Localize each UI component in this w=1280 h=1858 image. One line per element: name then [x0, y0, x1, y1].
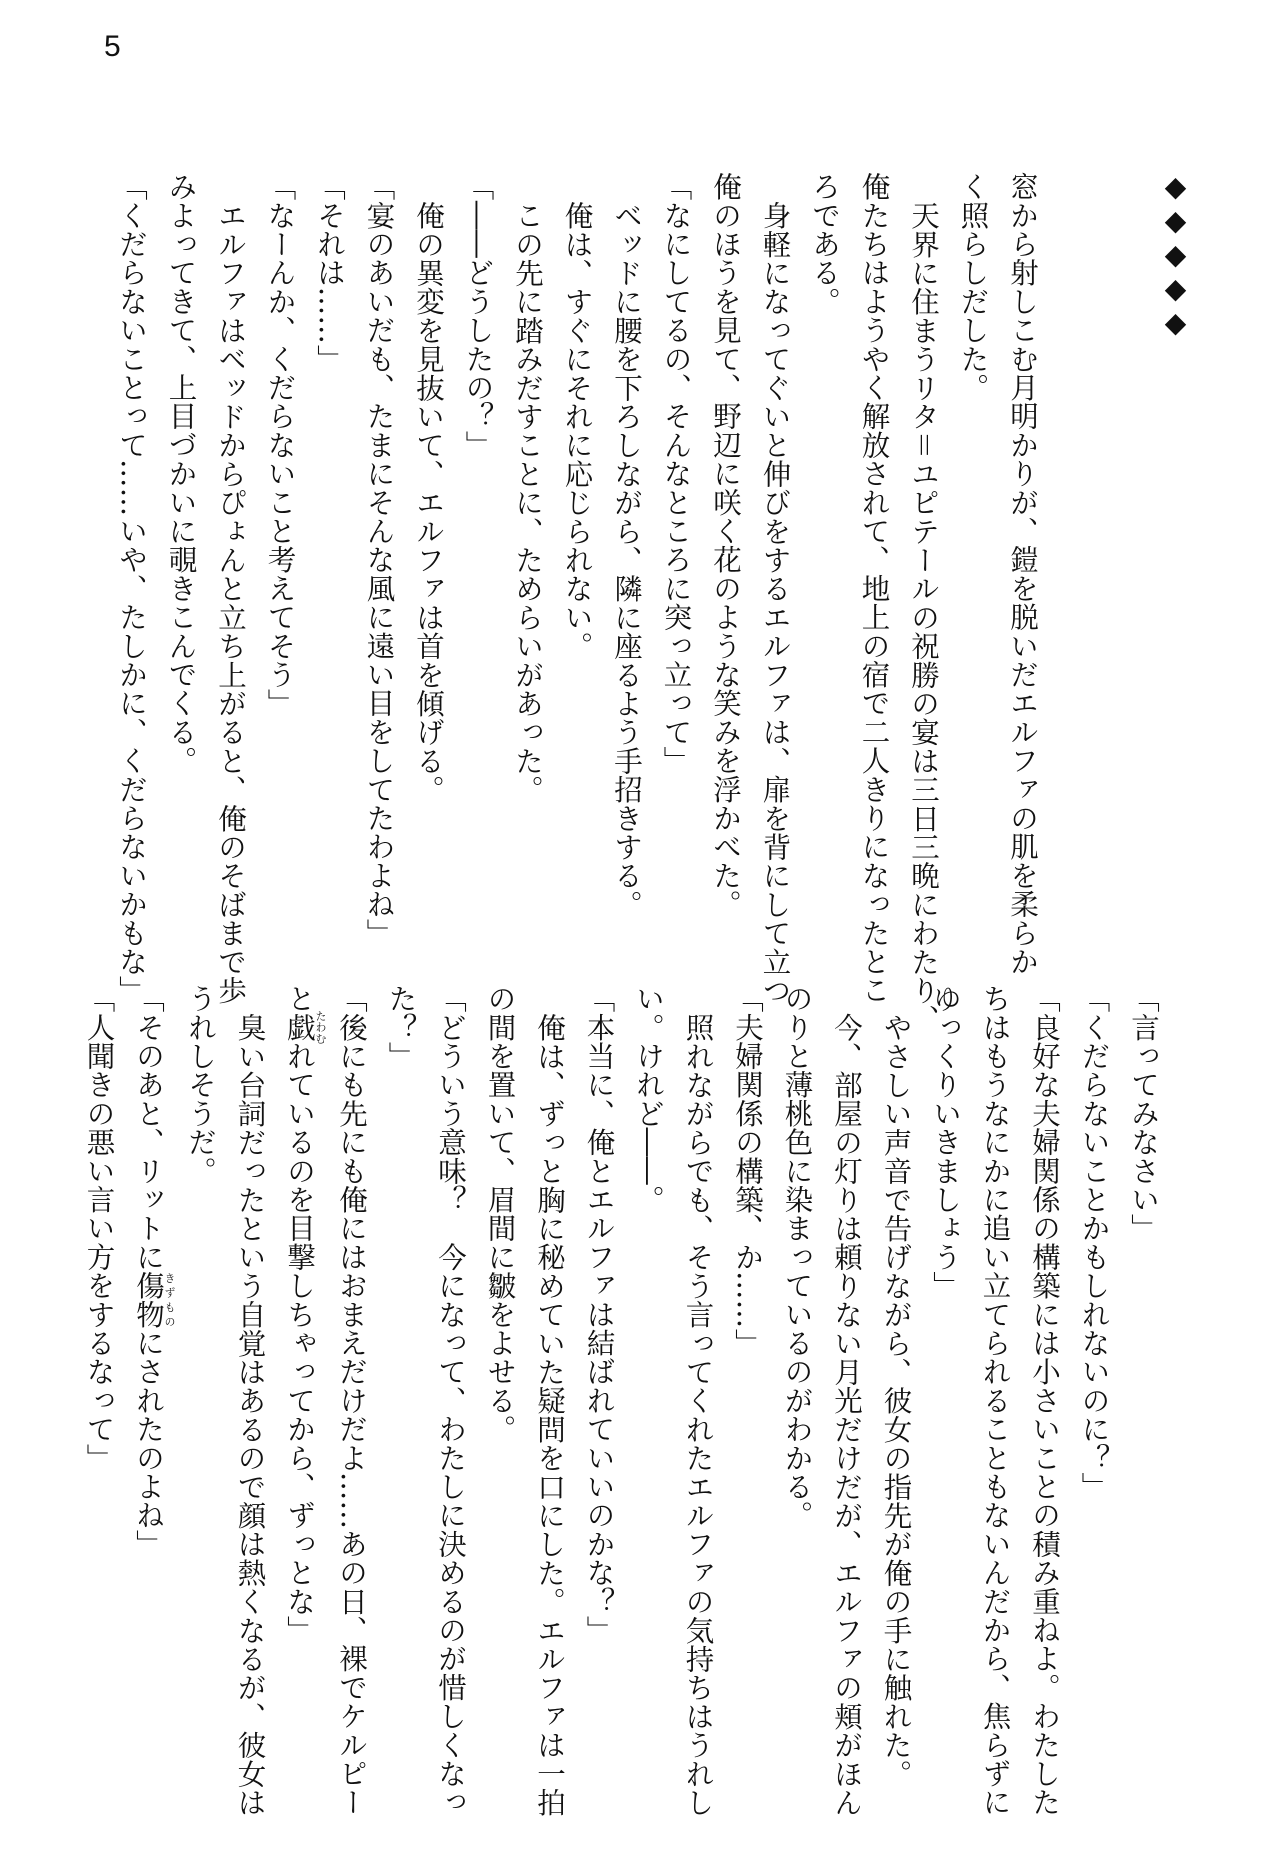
- text-line: 「夫婦関係の構築、か……」: [731, 984, 764, 1358]
- ruby-reading: きずもの: [163, 1271, 176, 1329]
- text-line: [124, 984, 176, 1754]
- text-line: 俺のほうを見て、野辺に咲く花のような笑みを浮かべた。: [709, 172, 742, 919]
- text-line: 天界に住まうリタ＝ユピテールの祝勝の宴は三日三晩にわたり、: [907, 200, 940, 1033]
- text-line: [275, 984, 327, 1754]
- ruby-reading: たわむ: [314, 1010, 327, 1044]
- text-line: みよってきて、上目づかいに覗きこんでくる。: [164, 172, 198, 775]
- text-line: い。けれど――。: [632, 984, 665, 1214]
- text-line: この先に踏みだすことに、ためらいがあった。: [511, 200, 544, 804]
- text-line: ちはもうなにかに追い立てられることもないんだから、焦らずに: [978, 984, 1012, 1817]
- text-line: の間を置いて、眉間に皺をよせる。: [483, 984, 517, 1444]
- text-line: 窓から射しこむ月明かりが、鎧を脱いだエルファの肌を柔らか: [1006, 172, 1039, 976]
- text-line: 俺は、すぐにそれに応じられない。: [560, 200, 594, 660]
- text-line: 俺の異変を見抜いて、エルファは首を傾げる。: [412, 200, 445, 804]
- text-line: た？」: [384, 984, 418, 1071]
- text-segment: と: [283, 984, 316, 1013]
- text-line: 「宴のあいだも、たまにそんな風に遠い目をしてたわよね」: [362, 172, 396, 947]
- text-line: 「人聞きの悪い言い方をするなって」: [82, 984, 116, 1472]
- section-break-diamonds: ◆◆◆◆◆: [1159, 170, 1192, 340]
- text-line: 身軽になってぐいと伸びをするエルファは、扉を背にして立つ: [758, 200, 792, 1005]
- text-line: 「どういう意味？ 今になって、わたしに決めるのが惜しくなっ: [434, 984, 467, 1817]
- text-line: 臭い台詞だったという自覚はあるので顔は熱くなるが、彼女は: [233, 1012, 267, 1817]
- text-line: のりと薄桃色に染まっているのがわかる。: [780, 984, 814, 1530]
- text-line: 「良好な夫婦関係の構築には小さいことの積み重ねよ。わたした: [1028, 984, 1061, 1817]
- text-line: 「なーんか、くだらないこと考えてそう」: [263, 172, 297, 718]
- text-line: やさしい声音で告げながら、彼女の指先が俺の手に触れた。: [879, 1012, 913, 1788]
- ruby-word: [283, 1010, 327, 1044]
- text-line: 「――どうしたの？」: [461, 172, 495, 459]
- text-line: ろである。: [808, 172, 841, 316]
- ruby-base: 戯: [283, 1010, 316, 1044]
- page-number: 5: [104, 30, 121, 63]
- text-block-lower: [74, 984, 1168, 1817]
- text-line: 「くだらないことかもしれないのに？」: [1077, 984, 1111, 1501]
- text-line: 「それは……」: [313, 172, 346, 373]
- text-segment: 「そのあと、リットに: [132, 984, 165, 1271]
- text-segment: れているのを目撃しちゃってから、ずっとな」: [283, 1041, 316, 1645]
- text-line: うれしそうだ。: [184, 984, 217, 1185]
- text-line: 「くだらないことって……いや、たしかに、くだらないかもな」: [115, 172, 148, 1005]
- ruby-base: 傷物: [132, 1271, 165, 1329]
- text-line: 「本当に、俺とエルファは結ばれていいのかな？」: [582, 984, 616, 1645]
- text-line: く照らしだした。: [956, 172, 990, 402]
- ruby-word: [132, 1271, 176, 1329]
- text-line: 俺たちはようやく解放されて、地上の宿で二人きりになったとこ: [857, 172, 891, 1005]
- text-line: 俺は、ずっと胸に秘めていた疑問を口にした。エルファは一拍: [533, 1012, 566, 1817]
- text-line: 照れながらでも、そう言ってくれたエルファの気持ちはうれし: [681, 1012, 715, 1817]
- text-line: ゆっくりいきましょう」: [929, 984, 962, 1300]
- text-line: 今、部屋の灯りは頼りない月光だけだが、エルファの頬がほん: [830, 1012, 863, 1817]
- text-line: エルファはベッドからぴょんと立ち上がると、俺のそばまで歩: [214, 200, 247, 1005]
- text-line: ベッドに腰を下ろしながら、隣に座るよう手招きする。: [610, 200, 643, 918]
- text-line: 「なにしてるの、そんなところに突っ立って」: [659, 172, 693, 775]
- text-line: 「言ってみなさい」: [1127, 984, 1160, 1243]
- text-segment: にされたのよね」: [132, 1328, 165, 1559]
- text-line: 「後にも先にも俺にはおまえだけだよ……あの日、裸でケルピー: [335, 984, 368, 1817]
